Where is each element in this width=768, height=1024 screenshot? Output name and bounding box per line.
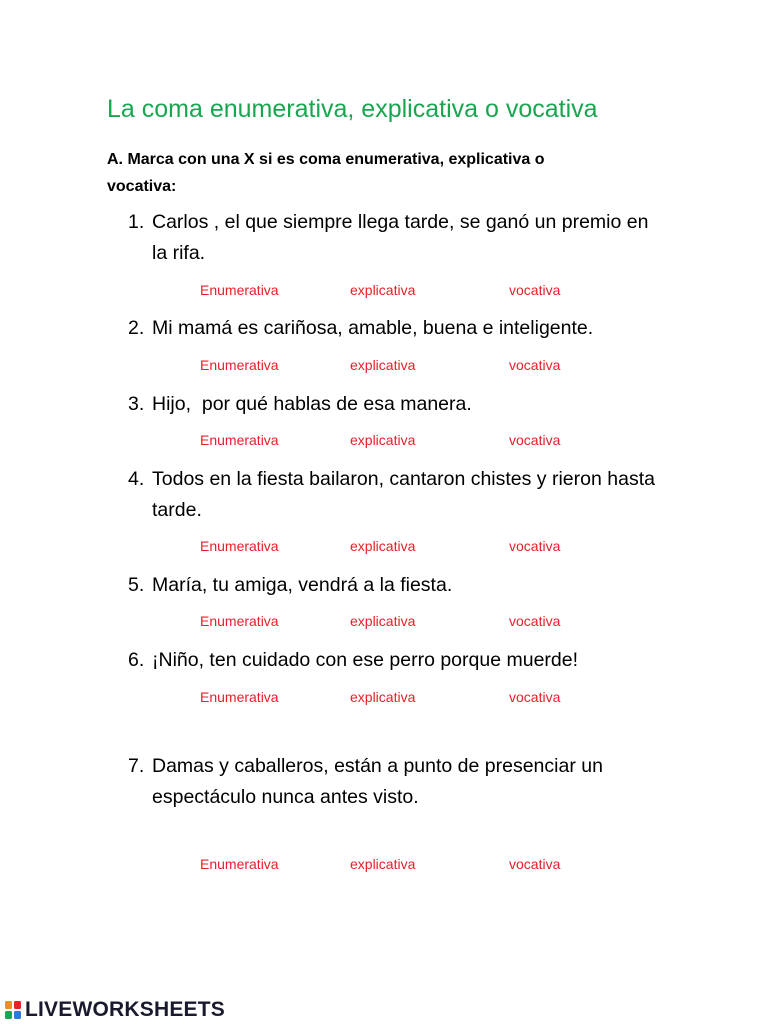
question-text: Damas y caballeros, están a punto de presenciar un espectáculo nunca antes visto. — [152, 755, 603, 808]
option-explicativa[interactable]: explicativa — [350, 613, 416, 629]
question-number: 2. — [128, 317, 145, 339]
answer-options-7 — [0, 856, 768, 876]
answer-options-5 — [0, 613, 768, 633]
answer-options-1 — [0, 282, 768, 302]
option-vocativa[interactable]: vocativa — [509, 689, 561, 705]
question-text: Carlos , el que siempre llega tarde, se ganó un premio en la rifa. — [152, 211, 649, 264]
instructions: A. Marca con una X si es coma enumerativa, explicativa o vocativa: — [107, 151, 545, 195]
option-vocativa[interactable]: vocativa — [509, 432, 561, 448]
option-enumerativa[interactable]: Enumerativa — [200, 689, 279, 705]
question-text: María, tu amiga, vendrá a la fiesta. — [152, 574, 453, 596]
question-number: 6. — [128, 649, 145, 671]
option-explicativa[interactable]: explicativa — [350, 432, 416, 448]
option-enumerativa[interactable]: Enumerativa — [200, 282, 279, 298]
question-number: 1. — [128, 211, 145, 233]
option-vocativa[interactable]: vocativa — [509, 282, 561, 298]
question-4 — [128, 464, 668, 526]
liveworksheets-logo[interactable] — [4, 997, 225, 1023]
option-explicativa[interactable]: explicativa — [350, 538, 416, 554]
question-number: 4. — [128, 468, 145, 490]
option-enumerativa[interactable]: Enumerativa — [200, 357, 279, 373]
question-number: 3. — [128, 393, 145, 415]
option-explicativa[interactable]: explicativa — [350, 282, 416, 298]
answer-options-2 — [0, 357, 768, 377]
question-text: Todos en la fiesta bailaron, cantaron chistes y rieron hasta tarde. — [152, 468, 655, 521]
question-number: 7. — [128, 755, 145, 777]
question-3 — [128, 389, 668, 420]
answer-options-6 — [0, 689, 768, 709]
option-enumerativa[interactable]: Enumerativa — [200, 432, 279, 448]
option-enumerativa[interactable]: Enumerativa — [200, 613, 279, 629]
question-7 — [128, 751, 668, 813]
question-text: ¡Niño, ten cuidado con ese perro porque muerde! — [152, 649, 579, 671]
question-2 — [128, 313, 668, 344]
option-explicativa[interactable]: explicativa — [350, 357, 416, 373]
liveworksheets-logo-icon — [4, 1000, 22, 1020]
question-1 — [128, 207, 668, 269]
page-title: La coma enumerativa, explicativa o vocativa — [107, 95, 598, 123]
question-text: Hijo, por qué hablas de esa manera. — [152, 393, 472, 415]
option-vocativa[interactable]: vocativa — [509, 613, 561, 629]
answer-options-4 — [0, 538, 768, 558]
option-enumerativa[interactable]: Enumerativa — [200, 856, 279, 872]
option-vocativa[interactable]: vocativa — [509, 538, 561, 554]
question-text: Mi mamá es cariñosa, amable, buena e inteligente. — [152, 317, 594, 339]
option-enumerativa[interactable]: Enumerativa — [200, 538, 279, 554]
option-explicativa[interactable]: explicativa — [350, 856, 416, 872]
answer-options-3 — [0, 432, 768, 452]
option-explicativa[interactable]: explicativa — [350, 689, 416, 705]
option-vocativa[interactable]: vocativa — [509, 357, 561, 373]
question-number: 5. — [128, 574, 145, 596]
logo-text: LIVEWORKSHEETS — [25, 998, 225, 1021]
option-vocativa[interactable]: vocativa — [509, 856, 561, 872]
question-5 — [128, 570, 668, 601]
question-6 — [128, 645, 668, 676]
